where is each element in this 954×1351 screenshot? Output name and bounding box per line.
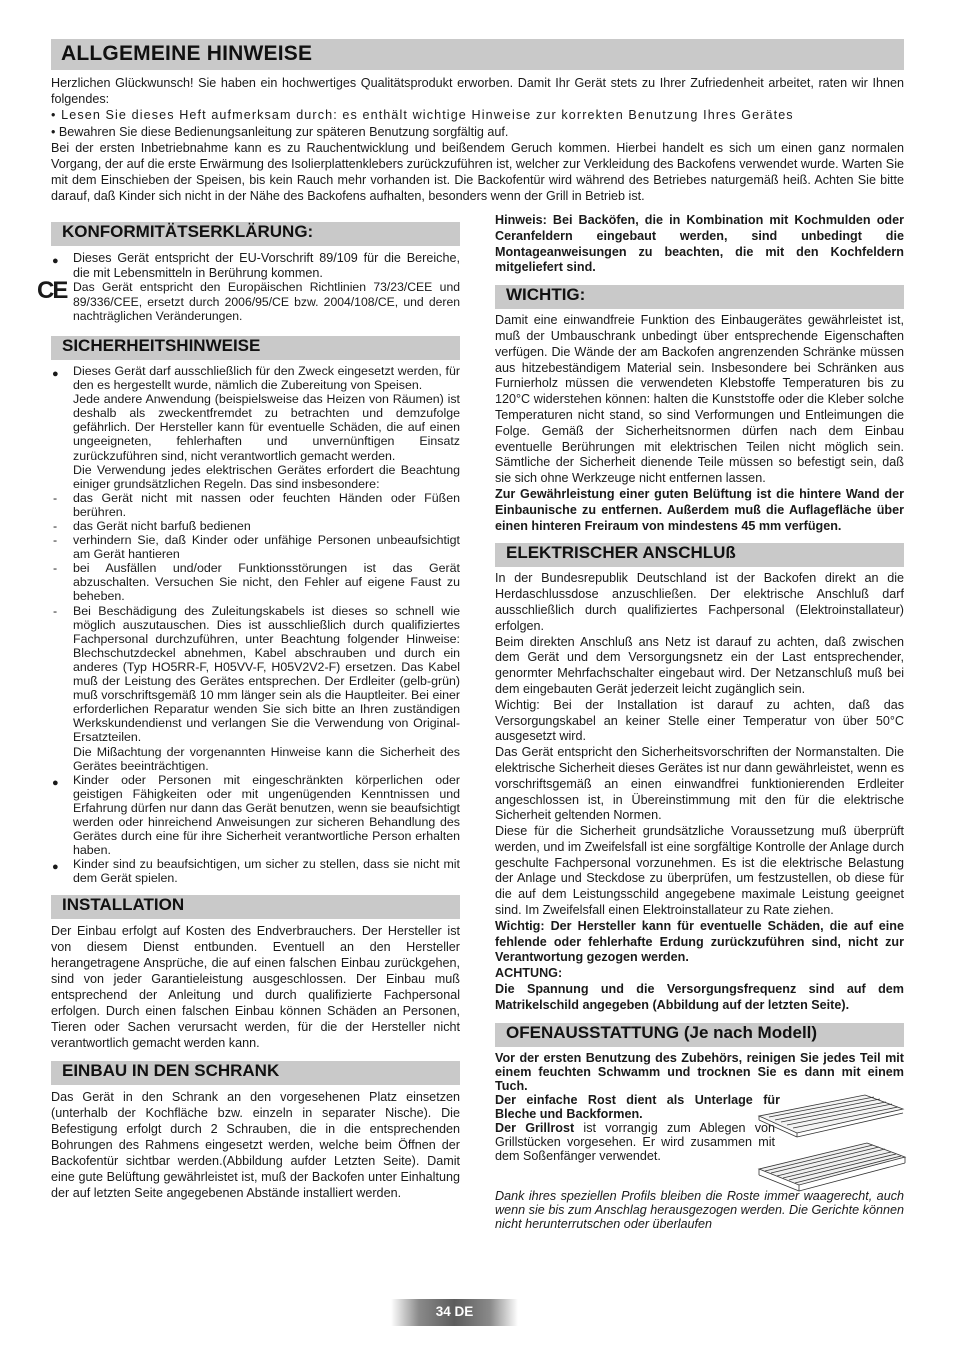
rule-item: - bei Ausfällen und/oder Funktionsstörungen ist das Gerät abzuschalten. Versuchen Sie nicht, den Fehler auf eigene Faust zu beheben.: [51, 561, 460, 603]
sicherheit-item: ● Kinder oder Personen mit eingeschränkten körperlichen oder geistigen Fähigkeiten oder mit ungenügenden Kenntnissen und Erfahrung dürfen nur dann das Gerät benutzen, wenn sie beaufsichtigt werden oder hinreichend Anweisungen zur sicheren Behandlung des Gerätes durch eine für ihre Sicherheit verantwortliche Person erhalten haben.: [51, 773, 460, 858]
installation-heading-text: INSTALLATION: [62, 895, 185, 915]
right-column: [495, 213, 904, 1231]
section-heading-wichtig: [495, 285, 904, 309]
ce-declaration-text: Das Gerät entspricht den Europäischen Richtlinien 73/23/CEE und 89/336/CEE, ersetzt durch 2006/95/CE bzw. 2004/108/CE, und deren nachträglichen Veränderungen.: [73, 280, 460, 324]
elektrisch-p2: Beim direkten Anschluß ans Netz ist darauf zu achten, daß zwischen dem Gerät und dem Versorgungsnetz ein der Last entsprechender, genormter Mehrfachschalter eingebaut wird. Der Netzanschluß muß bei dem eingebauten Gerät jederzeit leicht zugänglich sein.: [495, 634, 904, 696]
page-title: ALLGEMEINE HINWEISE: [61, 42, 313, 65]
rule-item: - Bei Beschädigung des Zuleitungskabels ist dieses so schnell wie möglich auszutauschen. Dies ist ausschließlich durch qualifiziertes Fachpersonal durchzuführen, unter Beachtung folgender Hinweise: Blechschutzdeckel abnehmen, Kabel abschrauben und durch ein anderes (Typ HO5RR-F, H05VV-F, H05V2V2-F) ersetzen. Das Kabel muß der Leistung des Gerätes entsprechen. Der Erdleiter (gelb-grün) muß vorschriftsgemäß 10 mm länger sein als die Hauptleiter. Bei einer erforderlichen Reparatur wenden Sie sich bitte an Ihren zuständigen Werkskundendienst und verlangen Sie die Verwendung von Original-Ersatzteilen.: [51, 604, 460, 745]
sicherheit-heading-text: SICHERHEITSHINWEISE: [62, 335, 261, 355]
intro-section: [51, 75, 904, 205]
installation-text: Der Einbau erfolgt auf Kosten des Endverbrauchers. Der Hersteller ist von diesem Dienst entbunden. Eventuell an den Hersteller herangetragene Ansprüche, die auf einen falschen Einbau zurückgehen, sind von jeder Garantieleistung ausgeschlossen. Der Einbau muß entsprechend der Anleitung und durch qualifizierte Fachpersonal erfolgen. Durch einen falschen Einbau können Schäden an Personen, Tieren oder Sachen verursacht werden, für die der Hersteller nicht verantwortlich gemacht werden kann.: [51, 924, 460, 1051]
wichtig-ventilation: Zur Gewährleistung einer guten Belüftung ist die hintere Wand der Einbaunische zu entfernen. Außerdem muß die Auflagefläche über einen hinteren Freiraum von mindestens 45 mm verfügen.: [495, 486, 904, 533]
konformitaet-heading-text: KONFORMITÄTSERKLÄRUNG:: [62, 222, 314, 241]
elektrisch-voltage: Die Spannung und die Versorgungsfrequenz sind auf dem Matrikelschild angegeben (Abbildung auf der letzten Seite).: [495, 982, 904, 1012]
ofen-grill-text: [495, 1121, 775, 1163]
elektrisch-achtung: ACHTUNG:: [495, 966, 563, 981]
intro-first-use: Bei der ersten Inbetriebnahme kann es zu Rauchentwicklung und beißendem Geruch kommen. Hierbei handelt es sich um einen ganz normalen Vorgang, der auf die erste Erwärmung des Isolierplattenklebers zurückzuführen ist, welcher zur Verkleidung des Backofens verwendet wurde. Warten Sie mit dem Einschieben der Speisen, bis kein Rauch mehr vorhanden ist. Die Backofentür wird während des Betriebes naturgemäß heiß. Achten Sie bitte darauf, daß Kinder sich nicht in der Nähe des Backofens aufhalten, besonders wenn der Grill in Betrieb ist.: [51, 140, 904, 204]
rule-item: - das Gerät nicht mit nassen oder feuchten Händen oder Füßen berühren.: [51, 491, 460, 519]
section-heading-sicherheit: [51, 336, 460, 360]
wichtig-heading-text: WICHTIG:: [506, 285, 586, 305]
sicherheit-item: ● Kinder sind zu beaufsichtigen, um sicher zu stellen, dass sie nicht mit dem Gerät spielen.: [51, 857, 460, 885]
konformitaet-item: ● Dieses Gerät entspricht der EU-Vorschrift 89/109 für die Bereiche, die mit Lebensmitteln in Berührung kommen.: [51, 251, 460, 280]
ofen-profile-note: Dank ihres speziellen Profils bleiben die Roste immer waagerecht, auch wenn sie bis zum Anschlag herausgezogen werden. Die Gerichte können nicht herunterrutschen oder überlaufen: [495, 1188, 904, 1231]
sicherheit-misuse: Jede andere Anwendung (beispielsweise das Heizen von Räumen) ist deshalb als zweckentfremdet zu betrachten und demzufolge gefährlich. Der Hersteller kann für eventuelle Schäden, die auf einen ungeeigneten, fehlerhaften und unvernünftigen Einsatz zurückzuführen sind, nicht verantwortlich gemacht werden.: [73, 392, 460, 463]
simple-rack-icon: [759, 1095, 903, 1137]
elektrisch-p5: Diese für die Sicherheit grundsätzliche Voraussetzung muß überprüft werden, und im Zweifelsfall ist eine sorgfältige Kontrolle der Anlage durch geschulte Fachpersonal vorzunehmen. Es ist die elektrische Belastung der Anlage und Steckdose zu überprüfen, um festzustellen, ob diese für die auf dem Leistungsschild angegebene maximale Leistung geeignet sind. Im Zweifelsfall einen Elektroinstallateur zu Rate ziehen.: [495, 824, 904, 918]
elektrisch-p1: In der Bundesrepublik Deutschland ist der Backofen direkt an die Herdaschlussdose anzuschließen. Der elektrische Anschluß darf ausschließlich durch qualifiziertes Fachpersonal (Elektroinstallateur) erfolgen.: [495, 571, 904, 633]
ofen-grill-lead: Der Grillrost: [495, 1120, 575, 1135]
section-heading-elektrisch: [495, 543, 904, 567]
grill-rack-icon: [759, 1143, 905, 1191]
rule-item: - verhindern Sie, daß Kinder oder unfähige Personen unbeaufsichtigt am Gerät hantieren: [51, 533, 460, 561]
left-column: [37, 222, 460, 1201]
main-heading-bar: [51, 39, 904, 70]
elektrisch-liability: Wichtig: Der Hersteller kann für eventuelle Schäden, die auf eine fehlende oder fehlerhafte Erdung zurückzuführen sind, nicht zur Verantwortung gezogen werden.: [495, 918, 904, 965]
rule-item: - das Gerät nicht barfuß bedienen: [51, 519, 460, 533]
intro-bullet-keep: • Bewahren Sie diese Bedienungsanleitung zur späteren Benutzung sorgfältig auf.: [51, 124, 509, 139]
ce-mark-logo: CE: [37, 277, 67, 305]
wichtig-text: Damit eine einwandfreie Funktion des Einbaugerätes gewährleistet ist, muß der Umbauschrank unbedingt über entsprechende Eigenschaften verfügen. Die Wände der am Backofen angrenzenden Schränke müssen aus hitzebeständigem Material sein. Insbesondere bei Schränken aus Furnierholz müssen die verwendeten Klebstoffe Temperaturen bis zu 120°C widerstehen können: halten die Kunststoffe oder die Kleber solche Temperaturen nicht stand, so sind Verformungen und Entleimungen die Folge. Gemäß der Sicherheitsnormen dürfen nach dem Einbau eventuelle Berührungen mit elektrischen Teilen nicht möglich sein. Sämtliche der Sicherheit dienende Teile müssen so befestigt sein, daß sie sich ohne Werkzeuge nicht entfernen lassen.: [495, 313, 904, 486]
einbau-heading-text: EINBAU IN DEN SCHRANK: [62, 1061, 280, 1081]
einbau-text: Das Gerät in den Schrank an den vorgesehenen Platz einsetzen (unterhalb der Kochfläche bzw. einzeln in separater Nische). Die Befestigung erfolgt durch 2 Schrauben, die in die entsprechenden Bohrungen des Rahmens eingesetzt werden, welche beim Öffnen der Backofentür sichtbar werden.(Abbildung aufder Letzten Seite). Damit eine gute Belüftung gewährleistet ist, muß der Backofen unter Einhaltung der auf letzten Seite angegebenen Abstände installiert werden.: [51, 1090, 460, 1201]
page-number-badge: [391, 1299, 518, 1326]
page-number: 34 DE: [435, 1304, 474, 1319]
hinweis-note: Hinweis: Bei Backöfen, die in Kombination mit Kochmulden oder Ceranfeldern eingebaut werden, sind unbedingt die Montageanweisungen zu beachten, die mit den Kochfeldern mitgeliefert sind.: [495, 213, 904, 275]
ofen-cleaning: Vor der ersten Benutzung des Zubehörs, reinigen Sie jedes Teil mit einem feuchten Schwamm und trocknen Sie es dann mit einem Tuch.: [495, 1050, 904, 1093]
ofen-heading-text: OFENAUSSTATTUNG (Je nach Modell): [506, 1022, 818, 1042]
elektrisch-p4: Das Gerät entspricht den Sicherheitsvorschriften der Normanstalten. Die elektrische Sicherheit dieses Gerätes ist nur dann gewährleistet, wenn es vorschriftsgemäß an einen einwandfrei funktionierenden Erdleiter angeschlossen ist, in Übereinstimmung mit den für die elektrische Sicherheit geltenden Normen.: [495, 745, 904, 823]
section-heading-ofen: [495, 1023, 904, 1047]
sicherheit-warning: Die Mißachtung der vorgenannten Hinweise kann die Sicherheit des Gerätes beeinträchtigen.: [73, 744, 460, 773]
sicherheit-list-2: [51, 773, 460, 886]
ofen-accessories: [495, 1093, 904, 1201]
ofen-grill-desc: ist vorrangig zum Ablegen von Grillstücken vorgesehen. Er wird zusammen mit dem Soßenfänger verwendet.: [495, 1120, 775, 1163]
elektrisch-heading-text: ELEKTRISCHER ANSCHLUß: [506, 543, 736, 563]
section-heading-einbau: [51, 1061, 460, 1085]
sicherheit-list: [51, 364, 460, 491]
section-heading-installation: [51, 895, 460, 919]
intro-paragraph: Herzlichen Glückwunsch! Sie haben ein hochwertiges Qualitätsprodukt erworben. Damit Ihr Gerät stets zu Ihrer Zufriedenheit arbeitet, raten wir Ihnen folgendes:: [51, 76, 904, 107]
sicherheit-purpose: ● Dieses Gerät darf ausschließlich für den Zweck eingesetzt werden, für den es hergestellt wurde, nämlich die Zubereitung von Speisen.: [73, 363, 460, 393]
section-heading-konformitaet: [51, 222, 460, 246]
sicherheit-item: [51, 364, 460, 491]
ofen-rack-text: Der einfache Rost dient als Unterlage für Bleche und Backformen.: [495, 1092, 780, 1121]
ce-declaration: [37, 277, 460, 324]
sicherheit-rules-list: [51, 491, 460, 745]
sicherheit-rules-intro: Die Verwendung jedes elektrischen Gerätes erfordert die Beachtung einiger grundsätzlichen Regeln. Das sind insbesondere:: [73, 462, 460, 491]
intro-bullet-read: • Lesen Sie dieses Heft aufmerksam durch: es enthält wichtige Hinweise zur korrekten Benutzung Ihres Gerätes: [51, 108, 794, 123]
elektrisch-p3: Wichtig: Bei der Installation ist darauf zu achten, daß das Versorgungskabel an keiner Stelle einer Temperatur von über 50°C ausgesetzt wird.: [495, 697, 904, 744]
rack-illustration: [755, 1091, 907, 1201]
konformitaet-list: [51, 251, 460, 280]
